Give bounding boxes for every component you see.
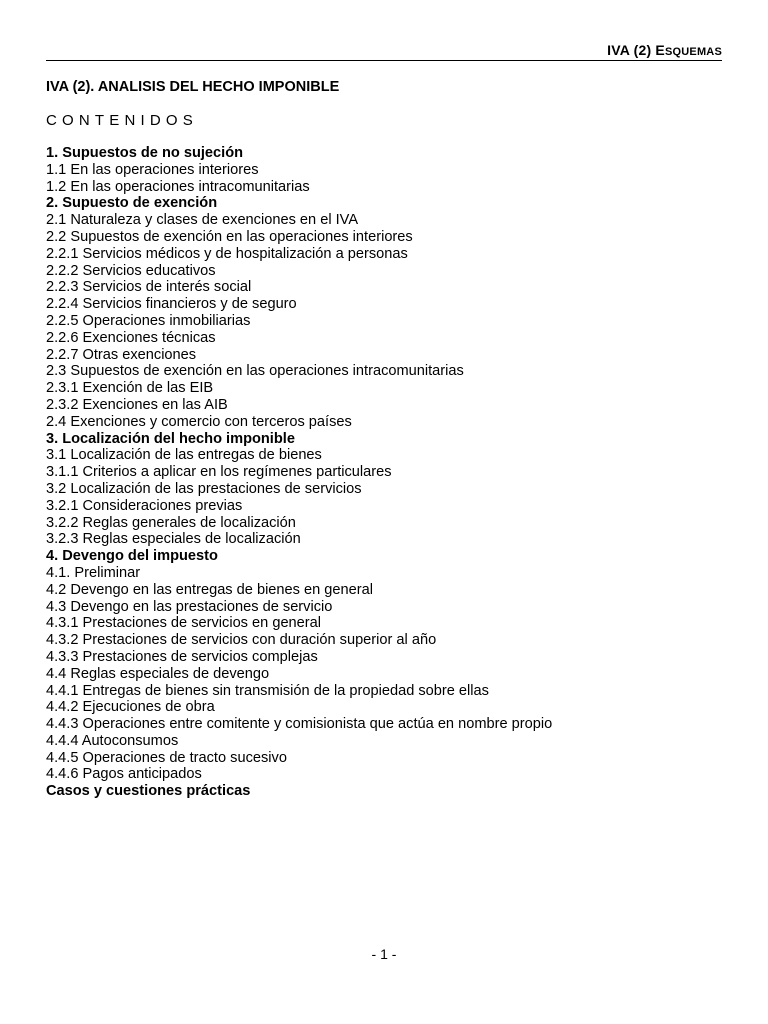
toc-entry: 4.4.4 Autoconsumos — [46, 732, 179, 749]
toc-entry: 3.1 Localización de las entregas de bienes — [46, 447, 322, 464]
toc-entry: 2.3 Supuestos de exención en las operaciones intracomunitarias — [46, 363, 464, 380]
toc-entry: 2.4 Exenciones y comercio con terceros países — [46, 413, 352, 430]
toc-entry: 3.2.3 Reglas especiales de localización — [46, 531, 301, 548]
toc-entry: 4.4 Reglas especiales de devengo — [46, 665, 270, 682]
toc-entry: 3.2.2 Reglas generales de localización — [46, 514, 296, 531]
toc-entry: 2.2.5 Operaciones inmobiliarias — [46, 312, 251, 329]
toc-entry: 3.1.1 Criterios a aplicar en los regímenes particulares — [46, 464, 392, 481]
toc-entry: 2.2.4 Servicios financieros y de seguro — [46, 296, 297, 313]
toc-entry: 2.2.3 Servicios de interés social — [46, 279, 252, 296]
toc-entry: 2.3.2 Exenciones en las AIB — [46, 396, 228, 413]
contents-heading: CONTENIDOS — [46, 112, 199, 129]
toc-entry: 4.4.2 Ejecuciones de obra — [46, 699, 215, 716]
toc-entry: 4.3.3 Prestaciones de servicios complejas — [46, 648, 318, 665]
toc-section-heading: 2. Supuesto de exención — [46, 195, 218, 212]
page-number: - 1 - — [371, 946, 397, 962]
toc-entry: 1.2 En las operaciones intracomunitarias — [46, 178, 310, 195]
toc-entry: 2.2.2 Servicios educativos — [46, 262, 216, 279]
toc-entry: 1.1 En las operaciones interiores — [46, 161, 259, 178]
toc-entry: 4.4.5 Operaciones de tracto sucesivo — [46, 749, 287, 766]
header-text-main: IVA (2) E — [607, 42, 665, 58]
toc-entry: 2.2.6 Exenciones técnicas — [46, 329, 216, 346]
toc-entry: 4.3 Devengo en las prestaciones de servicio — [46, 598, 333, 615]
toc-entry: 2.1 Naturaleza y clases de exenciones en el IVA — [46, 212, 359, 229]
document-title: IVA (2). ANALISIS DEL HECHO IMPONIBLE — [46, 79, 340, 95]
toc-entry: 4.4.3 Operaciones entre comitente y comisionista que actúa en nombre propio — [46, 716, 553, 733]
toc-entry: 2.2.1 Servicios médicos y de hospitalización a personas — [46, 245, 408, 262]
toc-section-heading: Casos y cuestiones prácticas — [46, 783, 251, 800]
page-header — [46, 40, 722, 61]
toc-section-heading: 4. Devengo del impuesto — [46, 548, 218, 565]
toc-entry: 4.3.1 Prestaciones de servicios en general — [46, 615, 322, 632]
running-header-title — [607, 42, 722, 58]
header-text-smallcaps: SQUEMAS — [664, 46, 722, 58]
toc-entry: 2.2 Supuestos de exención en las operaciones interiores — [46, 228, 413, 245]
toc-entry: 3.2 Localización de las prestaciones de servicios — [46, 480, 362, 497]
toc-section-heading: 1. Supuestos de no sujeción — [46, 145, 244, 161]
toc-entry: 4.3.2 Prestaciones de servicios con duración superior al año — [46, 632, 437, 649]
toc-entry: 4.4.6 Pagos anticipados — [46, 766, 202, 783]
toc-entry: 2.3.1 Exención de las EIB — [46, 380, 214, 397]
table-of-contents — [46, 145, 552, 800]
toc-entry: 4.4.1 Entregas de bienes sin transmisión de la propiedad sobre ellas — [46, 682, 489, 699]
toc-entry: 4.1. Preliminar — [46, 564, 141, 581]
toc-section-heading: 3. Localización del hecho imponible — [46, 430, 295, 447]
toc-entry: 3.2.1 Consideraciones previas — [46, 497, 243, 514]
toc-entry: 2.2.7 Otras exenciones — [46, 346, 197, 363]
toc-entry: 4.2 Devengo en las entregas de bienes en general — [46, 581, 373, 598]
